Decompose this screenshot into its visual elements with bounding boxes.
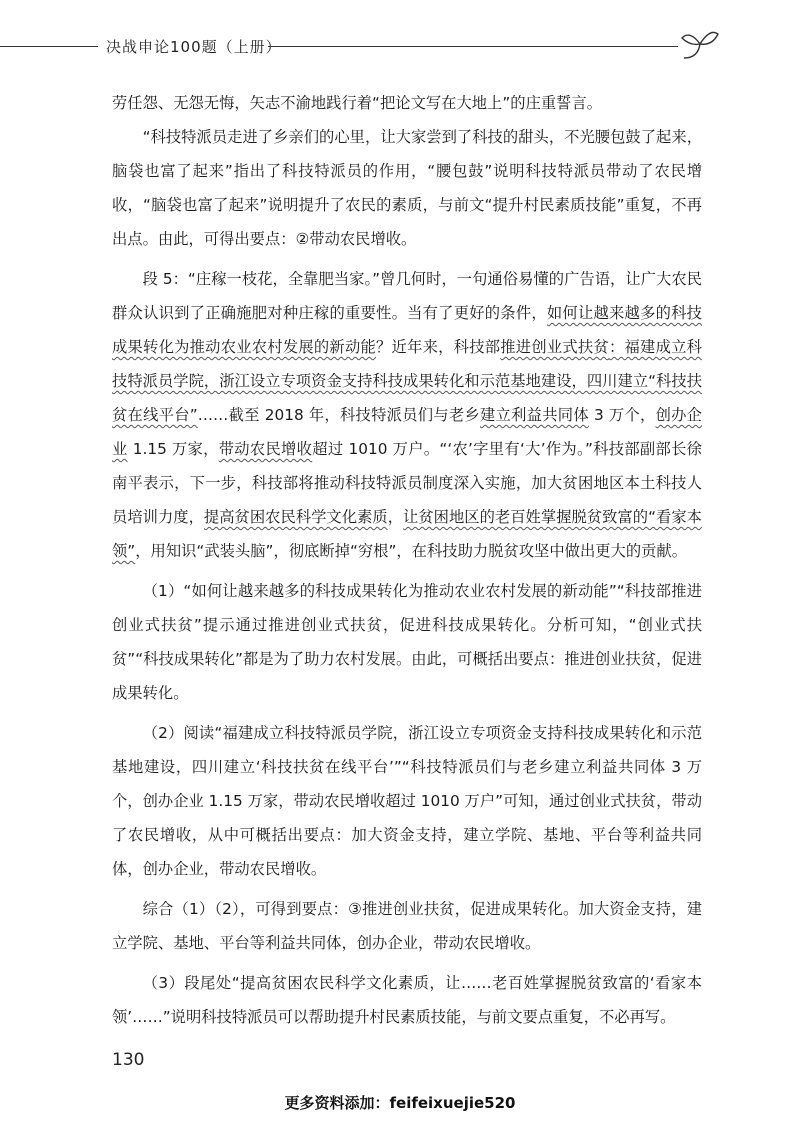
text-run: 综合（1）（2），可得到要点：③推进创业扶贫，促进成果转化。加大资金支持，建立学院、基地、平台等利益共同体，创办企业，带动农民增收。 [112, 900, 702, 952]
underlined-phrase: 建立利益共同体 [480, 406, 589, 424]
underlined-phrase: 提高贫困农民科学文化素质 [203, 508, 388, 526]
text-run: 3 万个， [588, 406, 656, 424]
underlined-phrase: 让贫困地区的老百姓掌握脱贫致富的“看家本领” [112, 508, 702, 560]
header-rule-right [268, 46, 678, 47]
underlined-phrase: 带动农民增收 [218, 440, 313, 458]
text-run: ？近年来，科技部 [376, 338, 501, 356]
paragraph-analysis-item-3 [112, 966, 702, 1034]
text-run: 超过 1010 万户。“‘农’字里有‘大’作为。”科技部副部长徐南平表示，下一步，科技部将推动科技特派员制度深入实施，加大贫困地区本土科技人员培训力度， [112, 440, 702, 526]
paragraph-summary [112, 892, 702, 960]
paragraph-segment-5 [112, 262, 702, 568]
text-run: 段 5：“庄稼一枝花，全靠肥当家。”曾几何时，一句通俗易懂的广告语，让广大农民群众认识到了正确施肥对种庄稼的重要性。当有了更好的条件， [112, 270, 702, 322]
text-run: ，用知识“武装头脑”，彻底断掉“穷根”，在科技助力脱贫攻坚中做出更大的贡献。 [135, 542, 688, 560]
paragraph-analysis-1 [112, 120, 702, 256]
text-run: ……截至 2018 年，科技特派员们与老乡 [197, 406, 480, 424]
underlined-phrase: 创办企业 [112, 406, 702, 458]
text-run: “科技特派员走进了乡亲们的心里，让大家尝到了科技的甜头，不光腰包鼓了起来，脑袋也富了起来”指出了科技特派员的作用，“腰包鼓”说明科技特派员带动了农民增收，“脑袋也富了起来”说明提升了农民的素质，与前文“提升村民素质技能”重复，不再出点。由此，可得出要点：②带动农民增收。 [112, 128, 702, 248]
sprout-icon [680, 28, 720, 62]
text-run: （3）段尾处“提高贫困农民科学文化素质，让……老百姓掌握脱贫致富的‘看家本领’……”说明科技特派员可以帮助提升村民素质技能，与前文要点重复，不必再写。 [112, 974, 702, 1026]
text-run: （1）“如何让越来越多的科技成果转化为推动农业农村发展的新动能”“科技部推进创业式扶贫”提示通过推进创业式扶贫，促进科技成果转化。分析可知，“创业式扶贫”“科技成果转化”都是为了助力农村发展。由此，可概括出要点：推进创业扶贫，促进成果转化。 [112, 582, 702, 702]
header-rule-left [0, 46, 98, 47]
text-run: 1.15 万家， [127, 440, 219, 458]
text-run: ， [387, 508, 404, 526]
paragraph-continuation [112, 86, 702, 120]
book-title: 决战申论100题（上册） [106, 38, 282, 56]
footer-note: 更多资料添加：feifeixuejie520 [284, 1094, 516, 1112]
page-body [112, 86, 702, 1034]
underlined-phrase: ：福建成立科技特派员学院，浙江设立专项资金支持科技成果转化和示范基地建设，四川建立“科技扶贫在线平台” [112, 338, 702, 424]
paragraph-analysis-item-1 [112, 574, 702, 710]
underlined-phrase: 推进创业式扶贫 [500, 338, 609, 356]
text-run: 劳任怨、无怨无悔，矢志不渝地践行着“把论文写在大地上”的庄重誓言。 [112, 94, 603, 112]
underlined-phrase: 如何让越来越多的科技成果转化为推动农业农村发展的新动能 [112, 304, 702, 356]
paragraph-analysis-item-2 [112, 716, 702, 886]
text-run: （2）阅读“福建成立科技特派员学院，浙江设立专项资金支持科技成果转化和示范基地建设，四川建立‘科技扶贫在线平台’”“科技特派员们与老乡建立利益共同体 3 万个，创办企业 1.15 万家，带动农民增收超过 1010 万户”可知，通过创业式扶贫，带动了农民增收，从中可概括出要点：加大资金支持，建立学院、基地、平台等利益共同体，创办企业，带动农民增收。 [112, 724, 702, 878]
page-header [0, 34, 800, 64]
page-number: 130 [112, 1050, 145, 1070]
